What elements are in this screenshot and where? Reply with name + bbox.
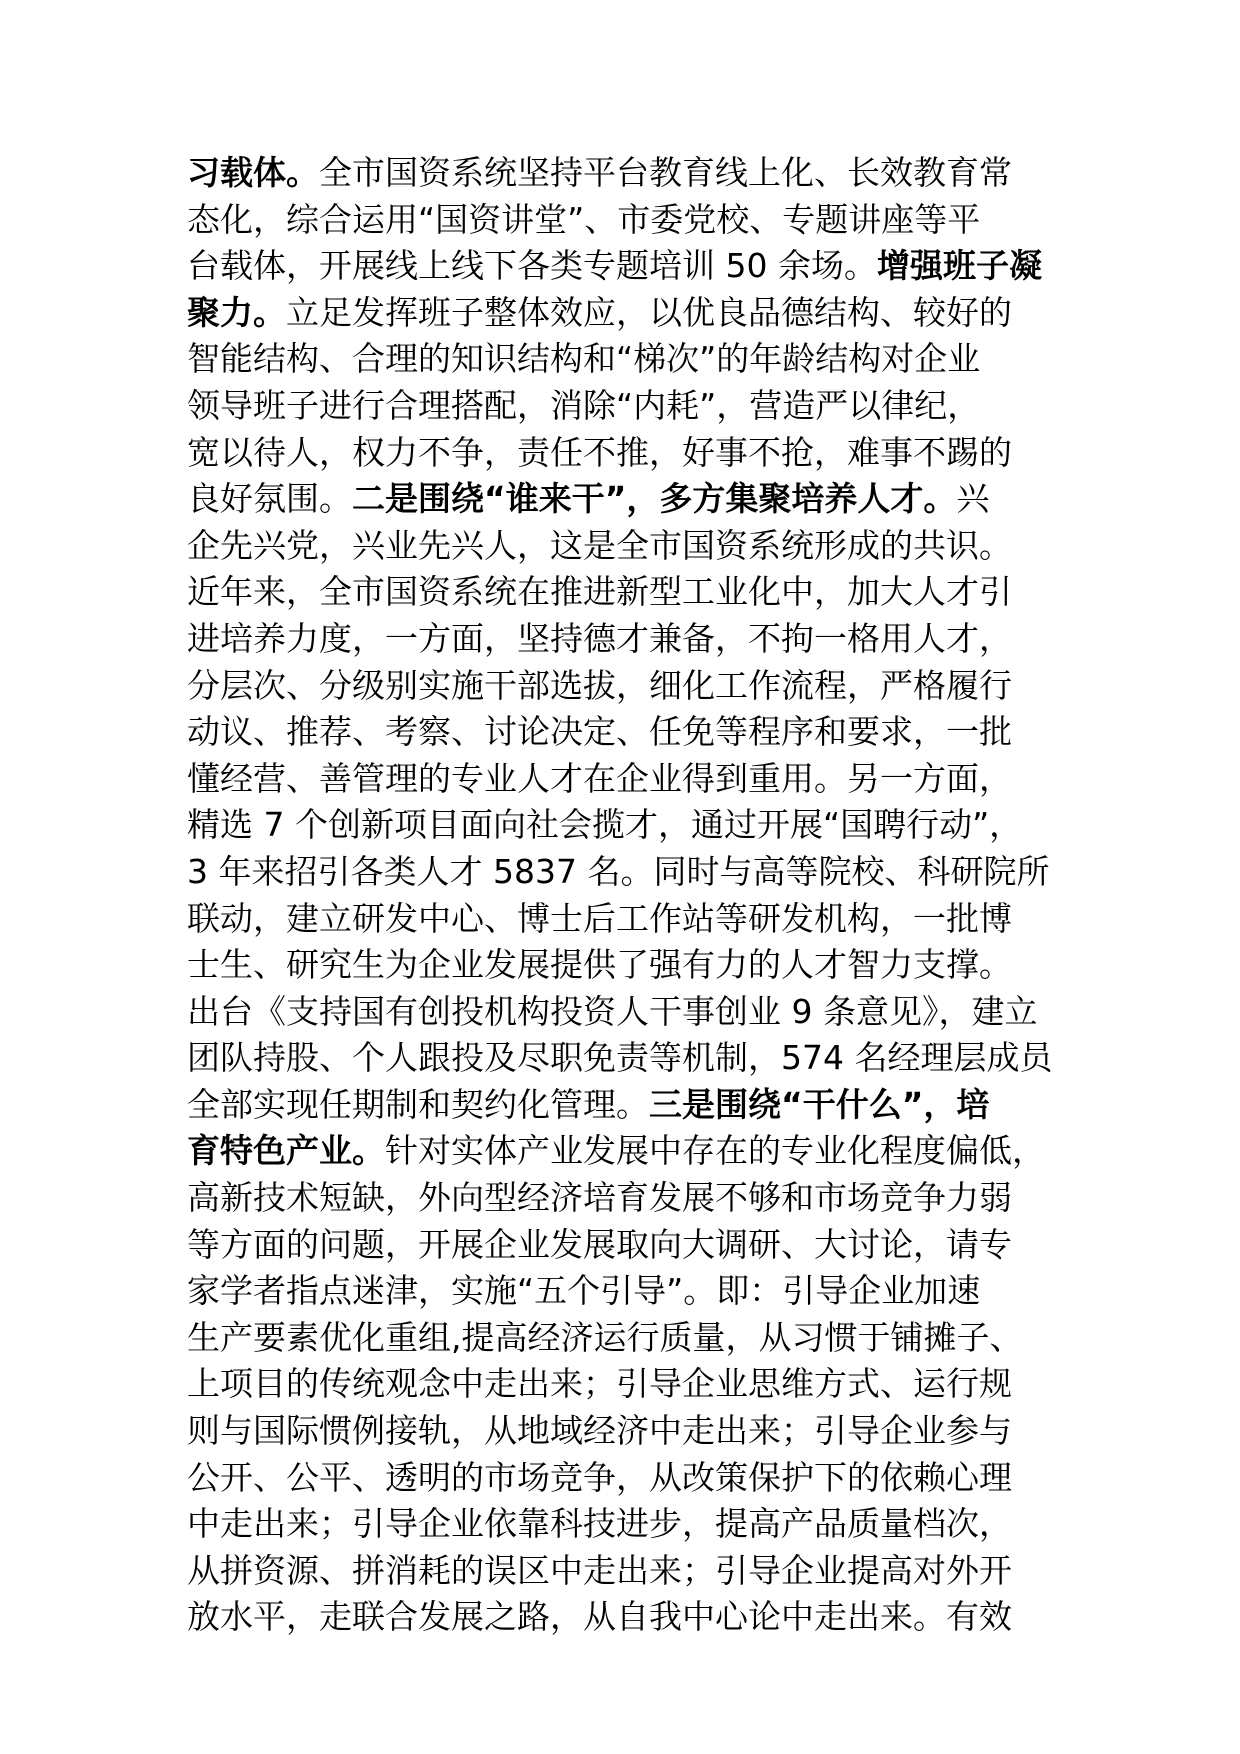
body-text-segment: 3 年来招引各类人才 5837 名。同时与高等院校、科研院所 bbox=[187, 851, 1050, 891]
text-line bbox=[187, 802, 1087, 849]
body-text-segment: 宽以待人，权力不争，责任不推，好事不抢，难事不踢的 bbox=[187, 432, 1012, 472]
body-text-segment: 等方面的问题，开展企业发展取向大调研、大讨论，请专 bbox=[187, 1224, 1012, 1264]
body-text-segment: 精选 7 个创新项目面向社会揽才，通过开展“国聘行动”， bbox=[187, 805, 1023, 845]
text-line bbox=[187, 383, 1087, 430]
text-line bbox=[187, 1361, 1087, 1408]
bold-heading-text: 增强班子凝 bbox=[876, 246, 1042, 286]
text-line bbox=[187, 1548, 1087, 1595]
body-text-segment: 台载体，开展线上线下各类专题培训 50 余场。 bbox=[187, 246, 877, 286]
text-line bbox=[187, 1455, 1087, 1502]
text-line bbox=[187, 1222, 1087, 1269]
body-text-segment: 团队持股、个人跟投及尽职免责等机制，574 名经理层成员 bbox=[187, 1038, 1053, 1078]
text-line bbox=[187, 942, 1087, 989]
text-line bbox=[187, 1175, 1087, 1222]
text-line bbox=[187, 709, 1087, 756]
text-line bbox=[187, 1035, 1087, 1082]
body-text-segment: 态化，综合运用“国资讲堂”、市委党校、专题讲座等平 bbox=[187, 199, 981, 239]
text-line bbox=[187, 569, 1087, 616]
body-text-segment: 出台《支持国有创投机构投资人干事创业 9 条意见》，建立 bbox=[187, 991, 1038, 1031]
bold-heading-text: 育特色产业。 bbox=[187, 1131, 385, 1171]
body-text-segment: 则与国际惯例接轨，从地域经济中走出来；引导企业参与 bbox=[187, 1411, 1012, 1451]
text-line bbox=[187, 197, 1087, 244]
body-text-segment: 公开、公平、透明的市场竞争，从改策保护下的依赖心理 bbox=[187, 1457, 1012, 1497]
text-line bbox=[187, 1268, 1087, 1315]
body-text-segment: 进培养力度，一方面，坚持德才兼备，不拘一格用人才， bbox=[187, 618, 1012, 658]
text-line bbox=[187, 663, 1087, 710]
text-line bbox=[187, 1082, 1087, 1129]
body-text-segment: 从拼资源、拼消耗的误区中走出来；引导企业提高对外开 bbox=[187, 1550, 1012, 1590]
body-text-segment: 近年来，全市国资系统在推进新型工业化中，加大人才引 bbox=[187, 572, 1012, 612]
body-text-segment: 企先兴党，兴业先兴人，这是全市国资系统形成的共识。 bbox=[187, 525, 1012, 565]
text-line bbox=[187, 1315, 1087, 1362]
body-text-segment: 针对实体产业发展中存在的专业化程度偏低， bbox=[385, 1131, 1045, 1171]
body-text-segment: 懂经营、善管理的专业人才在企业得到重用。另一方面， bbox=[187, 758, 1012, 798]
text-line bbox=[187, 896, 1087, 943]
body-text-segment: 中走出来；引导企业依靠科技进步，提高产品质量档次， bbox=[187, 1504, 1012, 1544]
text-line bbox=[187, 1128, 1087, 1175]
body-text-segment: 上项目的传统观念中走出来；引导企业思维方式、运行规 bbox=[187, 1364, 1012, 1404]
body-text-segment: 高新技术短缺，外向型经济培育发展不够和市场竞争力弱 bbox=[187, 1178, 1012, 1218]
body-text-segment: 士生、研究生为企业发展提供了强有力的人才智力支撑。 bbox=[187, 945, 1012, 985]
bold-heading-text: 二是围绕“谁来干”，多方集聚培养人才。 bbox=[352, 479, 957, 519]
bold-heading-text: 习载体。 bbox=[187, 153, 319, 192]
body-text-segment: 联动，建立研发中心、博士后工作站等研发机构，一批博 bbox=[187, 898, 1012, 938]
body-text-segment: 家学者指点迷津，实施“五个引导”。即：引导企业加速 bbox=[187, 1271, 981, 1311]
body-text-segment: 分层次、分级别实施干部选拔，细化工作流程，严格履行 bbox=[187, 665, 1012, 705]
body-text-segment: 良好氛围。 bbox=[187, 479, 352, 519]
text-line bbox=[187, 756, 1087, 803]
text-line bbox=[187, 849, 1087, 896]
body-text-segment: 立足发挥班子整体效应，以优良品德结构、较好的 bbox=[286, 292, 1012, 332]
body-text-segment: 兴 bbox=[956, 479, 990, 519]
text-line bbox=[187, 989, 1087, 1036]
text-line bbox=[187, 1594, 1087, 1641]
body-text-segment: 全市国资系统坚持平台教育线上化、长效教育常 bbox=[319, 153, 1012, 192]
bold-heading-text: 聚力。 bbox=[187, 292, 286, 332]
text-line bbox=[187, 523, 1087, 570]
text-line bbox=[187, 290, 1087, 337]
body-text-segment: 领导班子进行合理搭配，消除“内耗”，营造严以律纪， bbox=[187, 385, 981, 425]
text-line bbox=[187, 1408, 1087, 1455]
body-text-segment: 智能结构、合理的知识结构和“梯次”的年龄结构对企业 bbox=[187, 339, 981, 379]
text-line bbox=[187, 336, 1087, 383]
body-text-segment: 动议、推荐、考察、讨论决定、任免等程序和要求，一批 bbox=[187, 712, 1012, 752]
text-line bbox=[187, 430, 1087, 477]
body-text-segment: 放水平，走联合发展之路，从自我中心论中走出来。有效 bbox=[187, 1597, 1012, 1637]
text-line bbox=[187, 150, 1087, 197]
text-line bbox=[187, 616, 1087, 663]
bold-heading-text: 三是围绕“干什么”，培 bbox=[649, 1084, 990, 1124]
body-text-segment: 全部实现任期制和契约化管理。 bbox=[187, 1084, 649, 1124]
body-text bbox=[187, 150, 1087, 1641]
text-line bbox=[187, 243, 1087, 290]
text-line bbox=[187, 1501, 1087, 1548]
body-text-segment: 生产要素优化重组,提高经济运行质量，从习惯于铺摊子、 bbox=[187, 1317, 1023, 1357]
text-line bbox=[187, 476, 1087, 523]
